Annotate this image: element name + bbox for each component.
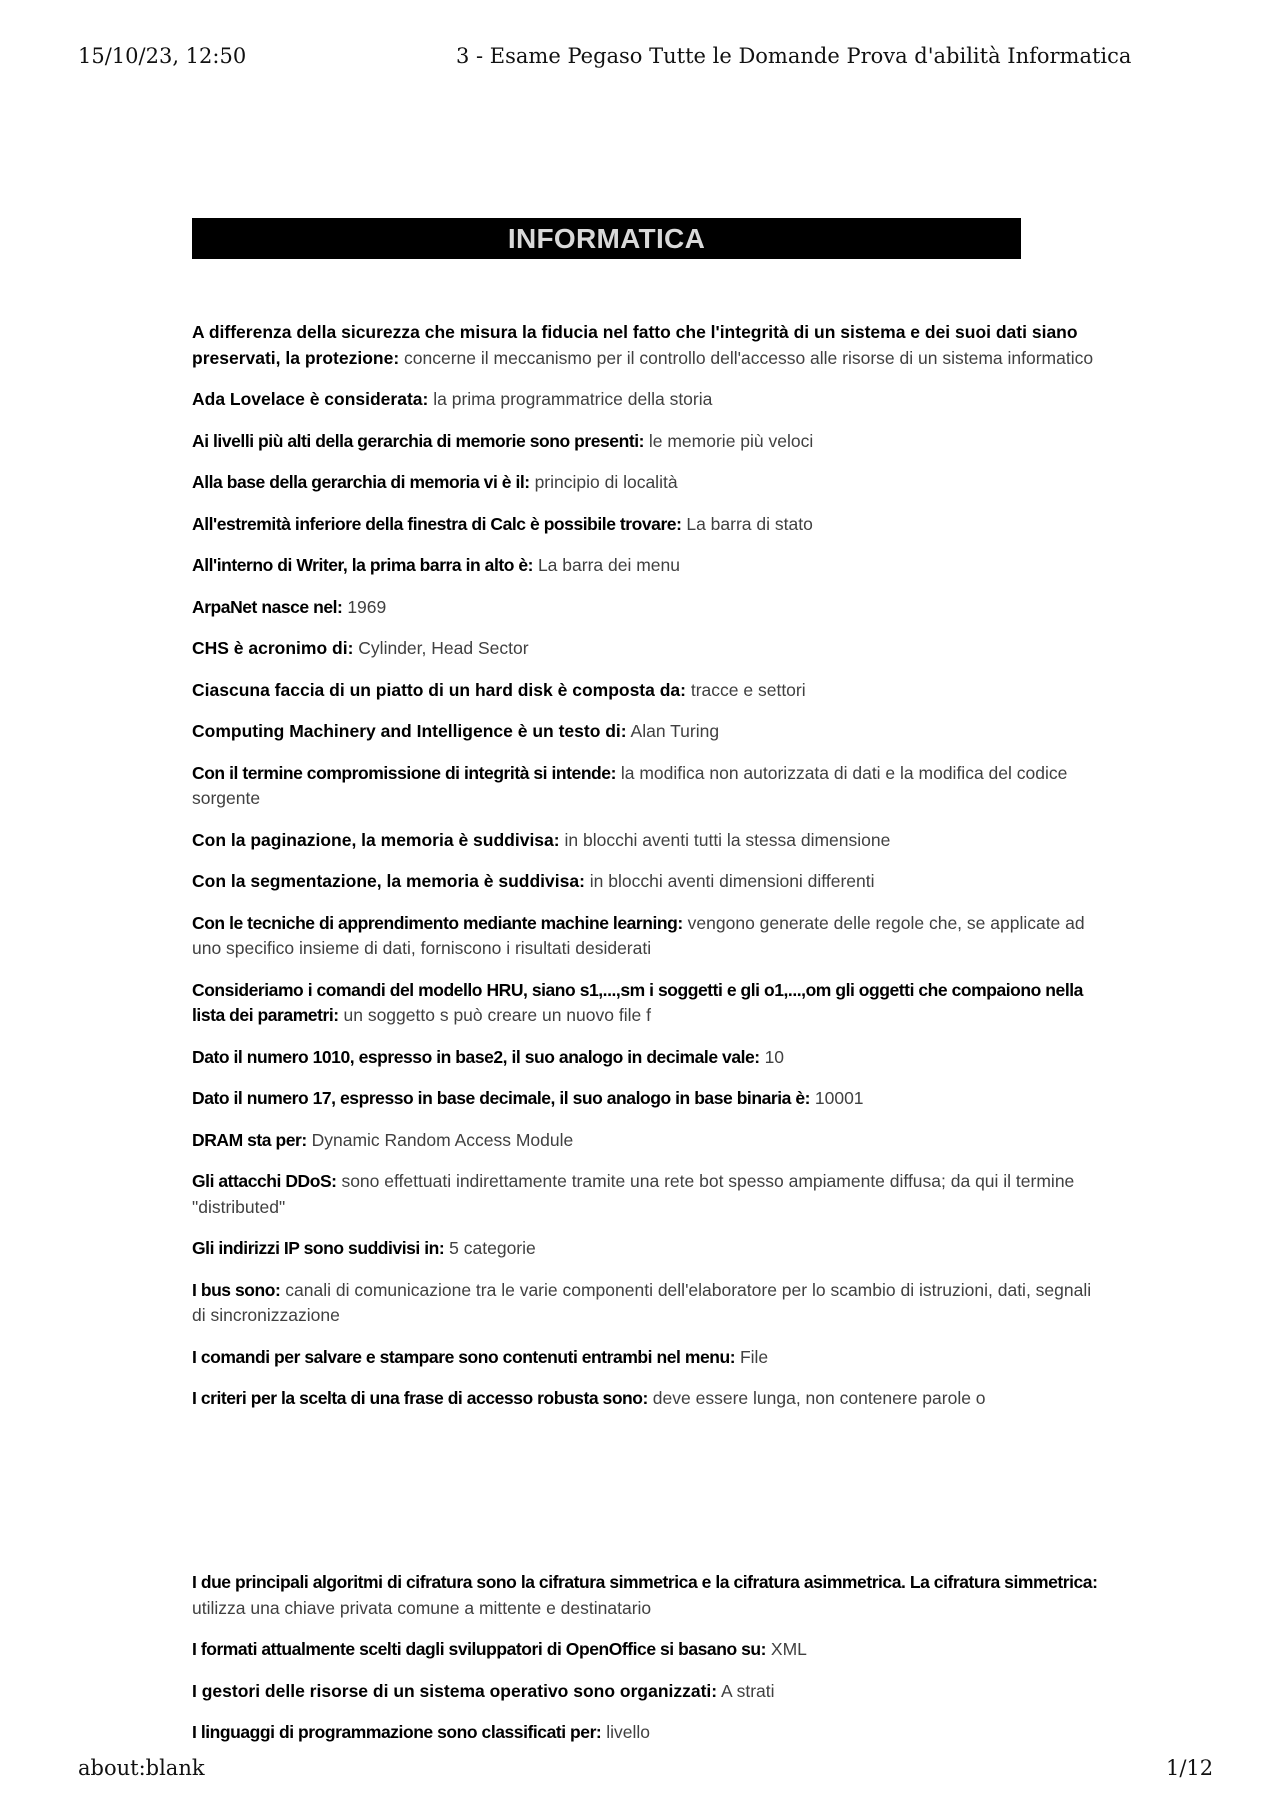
answer: livello [606, 1722, 650, 1742]
question: Gli indirizzi IP sono suddivisi in: [192, 1238, 445, 1258]
page-number: 1/12 [1166, 1756, 1214, 1780]
answer: 5 categorie [449, 1238, 536, 1258]
qa-item [192, 470, 1104, 496]
answer: sono effettuati indirettamente tramite una rete bot spesso ampiamente diffusa; da qui il termine "distributed" [192, 1171, 1075, 1217]
answer: vengono generate delle regole che, se applicate ad uno specifico insieme di dati, forniscono i risultati desiderati [192, 912, 1085, 958]
answer: un soggetto s può creare un nuovo file f [343, 1005, 651, 1025]
section-banner-title: INFORMATICA [507, 222, 706, 254]
qa-item [192, 911, 1104, 962]
section-banner [192, 218, 1021, 259]
answer: le memorie più veloci [648, 430, 814, 451]
question: Gli attacchi DDoS: [192, 1171, 337, 1191]
qa-item [192, 1278, 1104, 1329]
qa-item [192, 1720, 1104, 1746]
question: I comandi per salvare e stampare sono contenuti entrambi nel menu: [192, 1346, 736, 1367]
answer: la prima programmatrice della storia [433, 389, 713, 409]
question: Consideriamo i comandi del modello HRU, siano s1,...,sm i soggetti e gli o1,...,om gli oggetti che compaiono nella lista dei parametri: [192, 979, 1083, 1025]
qa-item [192, 1386, 1104, 1412]
qa-item [192, 869, 1104, 895]
answer: in blocchi aventi tutti la stessa dimensione [564, 829, 891, 850]
answer: XML [770, 1639, 807, 1659]
qa-item [192, 1679, 1104, 1705]
qa-item [192, 1086, 1104, 1112]
document-title: 3 - Esame Pegaso Tutte le Domande Prova d'abilità Informatica [456, 44, 1132, 68]
answer: la modifica non autorizzata di dati e la modifica del codice sorgente [192, 762, 1068, 808]
answer: canali di comunicazione tra le varie componenti dell'elaboratore per lo scambio di istruzioni, dati, segnali di sincronizzazione [192, 1279, 1092, 1325]
question: Dato il numero 1010, espresso in base2, il suo analogo in decimale vale: [192, 1046, 760, 1067]
question: I criteri per la scelta di una frase di accesso robusta sono: [192, 1388, 648, 1408]
question: Ada Lovelace è considerata: [192, 389, 429, 409]
question: A differenza della sicurezza che misura la fiducia nel fatto che l'integrità di un sistema e dei suoi dati siano preservati, la protezione: [192, 322, 1078, 368]
answer: deve essere lunga, non contenere parole o [652, 1388, 986, 1408]
qa-item [192, 828, 1104, 854]
question: All'estremità inferiore della finestra di Calc è possibile trovare: [192, 513, 682, 534]
question: Con il termine compromissione di integrità si intende: [192, 762, 616, 783]
answer: tracce e settori [690, 679, 806, 700]
qa-item [192, 429, 1104, 455]
question: Con la paginazione, la memoria è suddivisa: [192, 829, 560, 850]
qa-item [192, 595, 1104, 621]
qa-item [192, 1345, 1104, 1371]
answer: utilizza una chiave privata comune a mittente e destinatario [192, 1597, 652, 1618]
question: Con le tecniche di apprendimento mediante machine learning: [192, 912, 683, 933]
qa-item [192, 1637, 1104, 1663]
qa-item [192, 761, 1104, 812]
qa-list-continued [192, 1570, 1104, 1762]
question: ArpaNet nasce nel: [192, 596, 343, 617]
answer: La barra dei menu [537, 555, 680, 575]
question: Alla base della gerarchia di memoria vi è il: [192, 472, 530, 492]
qa-item [192, 719, 1104, 745]
answer: La barra di stato [686, 513, 813, 534]
answer: in blocchi aventi dimensioni differenti [589, 871, 875, 891]
answer: A strati [721, 1680, 775, 1701]
qa-item [192, 1570, 1104, 1621]
qa-list [192, 320, 1104, 1428]
qa-item [192, 512, 1104, 538]
answer: Alan Turing [630, 721, 720, 741]
question: All'interno di Writer, la prima barra in alto è: [192, 555, 534, 575]
question: Ciascuna faccia di un piatto di un hard disk è composta da: [192, 679, 686, 700]
qa-item [192, 636, 1104, 662]
question: Ai livelli più alti della gerarchia di memorie sono presenti: [192, 430, 644, 451]
qa-item [192, 1045, 1104, 1071]
qa-item [192, 1169, 1104, 1220]
question: Computing Machinery and Intelligence è un testo di: [192, 721, 627, 741]
answer: principio di località [534, 472, 678, 492]
question: I due principali algoritmi di cifratura sono la cifratura simmetrica e la cifratura asimmetrica. La cifratura simmetrica: [192, 1572, 1098, 1592]
answer: 10 [764, 1046, 785, 1067]
question: DRAM sta per: [192, 1129, 307, 1150]
qa-item [192, 678, 1104, 704]
answer: Cylinder, Head Sector [358, 638, 529, 658]
qa-item [192, 387, 1104, 413]
question: Con la segmentazione, la memoria è suddivisa: [192, 871, 585, 891]
answer: File [739, 1346, 769, 1367]
qa-item [192, 1128, 1104, 1154]
qa-item [192, 320, 1104, 371]
question: I linguaggi di programmazione sono classificati per: [192, 1722, 602, 1742]
question: I formati attualmente scelti dagli sviluppatori di OpenOffice si basano su: [192, 1639, 767, 1659]
question: Dato il numero 17, espresso in base decimale, il suo analogo in base binaria è: [192, 1088, 810, 1108]
question: CHS è acronimo di: [192, 638, 354, 658]
question: I gestori delle risorse di un sistema operativo sono organizzati: [192, 1680, 718, 1701]
question: I bus sono: [192, 1279, 281, 1300]
qa-item [192, 1236, 1104, 1262]
print-datetime: 15/10/23, 12:50 [78, 44, 247, 68]
answer: Dynamic Random Access Module [311, 1129, 574, 1150]
page-url: about:blank [78, 1756, 205, 1780]
answer: 1969 [347, 596, 387, 617]
answer: concerne il meccanismo per il controllo dell'accesso alle risorse di un sistema informatico [404, 347, 1094, 368]
qa-item [192, 553, 1104, 579]
qa-item [192, 978, 1104, 1029]
answer: 10001 [814, 1088, 864, 1108]
